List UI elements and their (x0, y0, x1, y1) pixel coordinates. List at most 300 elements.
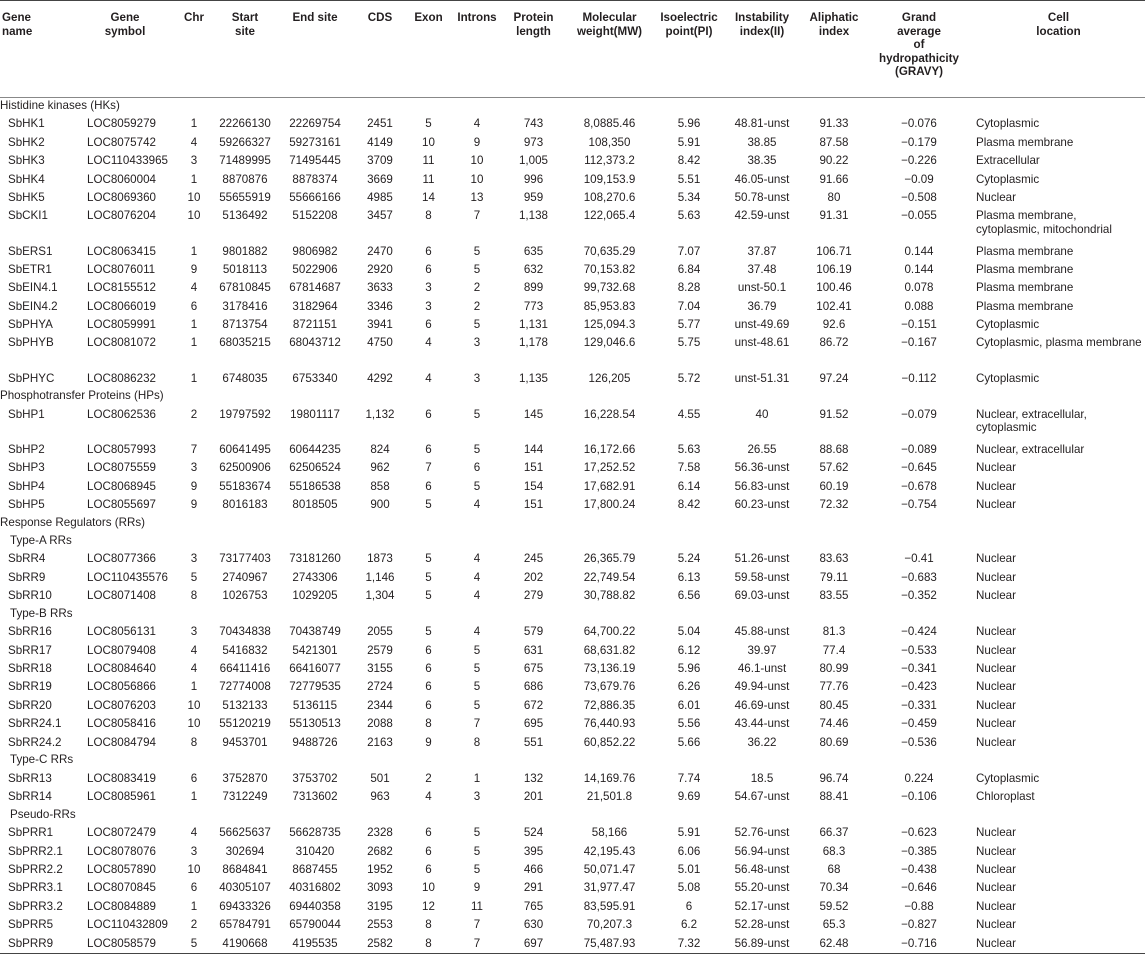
table-cell: 0.144 (904, 244, 934, 258)
gene-symbol-cell: LOC8057890 (87, 863, 156, 877)
table-cell: 4190668 (213, 935, 277, 954)
table-cell: −0.226 (901, 154, 937, 168)
table-cell: 83.55 (819, 588, 849, 602)
table-cell: 68.3 (822, 844, 846, 858)
table-cell: 5 (175, 935, 213, 954)
table-cell: 91.33 (819, 117, 849, 131)
table-cell: −0.423 (901, 680, 937, 694)
cell-location-cell: Nuclear (976, 643, 1016, 657)
table-cell: 1 (190, 336, 198, 350)
table-cell: 72,886.35 (583, 698, 636, 712)
table-cell: 55183674 (219, 479, 271, 493)
table-cell: 3182964 (292, 299, 338, 313)
table-cell: 68,631.82 (583, 643, 636, 657)
table-cell: 5 (425, 588, 432, 602)
table-cell: 5 (473, 643, 481, 657)
table-cell: 5.75 (677, 336, 701, 350)
column-header: Aliphatic index (802, 1, 866, 98)
table-cell: −0.533 (901, 643, 937, 657)
table-cell: 52.17-unst (734, 899, 790, 913)
table-row (0, 171, 1145, 189)
table-cell: 109,153.9 (583, 172, 636, 186)
table-cell: 151 (523, 498, 544, 512)
cell-location-cell: Nuclear (976, 661, 1016, 675)
table-cell: 11 (470, 899, 484, 913)
table-cell: 5.63 (677, 443, 701, 457)
table-cell: 686 (523, 680, 544, 694)
cell-location-cell: Nuclear (976, 588, 1016, 602)
table-cell: 3 (473, 790, 481, 804)
table-row (0, 280, 1145, 298)
cell-location-cell: Nuclear (976, 680, 1016, 694)
gene-name-cell: SbEIN4.1 (8, 281, 58, 295)
group-heading-row (0, 515, 1145, 533)
table-cell: 2 (190, 407, 198, 421)
table-cell: 4 (473, 625, 481, 639)
table-cell: 2344 (367, 698, 393, 712)
table-cell: 5 (425, 498, 432, 512)
table-cell: 6.13 (677, 570, 701, 584)
table-cell: 6 (425, 262, 432, 276)
table-cell: 36.22 (747, 735, 777, 749)
table-cell: 201 (523, 790, 544, 804)
table-cell: −0.645 (901, 461, 937, 475)
table-row (0, 134, 1145, 152)
cell-location-cell: Nuclear (976, 844, 1016, 858)
subgroup-heading-row (0, 606, 1145, 624)
table-cell: 18.5 (750, 771, 774, 785)
table-cell: 46.05-unst (734, 172, 790, 186)
column-header: Exon (407, 1, 450, 98)
gene-symbol-cell: LOC8083419 (87, 771, 156, 785)
table-row (0, 551, 1145, 569)
table-cell: 6 (425, 479, 432, 493)
gene-symbol-cell: LOC8084640 (87, 661, 156, 675)
gene-symbol-cell: LOC8062536 (87, 407, 156, 421)
table-cell: 80.45 (819, 698, 849, 712)
table-cell: 56.48-unst (734, 863, 790, 877)
table-cell: 70434838 (219, 625, 271, 639)
table-cell: 2553 (367, 918, 393, 932)
table-cell: 7.04 (677, 299, 701, 313)
gene-name-cell: SbHK3 (8, 154, 45, 168)
gene-name-cell: SbRR20 (8, 698, 52, 712)
column-header: Start site (213, 1, 277, 98)
gene-symbol-cell: LOC8078076 (87, 844, 156, 858)
table-cell: 3 (190, 461, 198, 475)
table-cell: 6.26 (677, 680, 701, 694)
table-cell: 3752870 (222, 771, 268, 785)
table-cell: 9.69 (677, 790, 701, 804)
table-cell: 154 (523, 479, 544, 493)
table-cell: 66416077 (289, 661, 341, 675)
table-cell: 8721151 (292, 318, 338, 332)
gene-symbol-cell: LOC110432809 (87, 918, 169, 932)
table-cell: 963 (370, 790, 390, 804)
table-cell: 6 (425, 443, 432, 457)
table-cell: 3093 (367, 881, 393, 895)
gene-symbol-cell: LOC8076204 (87, 209, 156, 223)
table-cell: 672 (523, 698, 544, 712)
cell-location-cell: Plasma membrane (976, 299, 1074, 313)
table-cell: 1,146 (365, 570, 395, 584)
table-cell: 55.20-unst (734, 881, 790, 895)
table-row (0, 917, 1145, 935)
table-cell: 5022906 (292, 262, 338, 276)
table-cell: 4750 (367, 336, 393, 350)
cell-location-cell: Plasma membrane (976, 135, 1074, 149)
table-cell: 77.4 (822, 643, 846, 657)
table-cell: 9806982 (292, 244, 338, 258)
table-cell: 4 (473, 117, 481, 131)
table-cell: −0.076 (901, 117, 937, 131)
table-cell: 68043712 (289, 336, 341, 350)
table-row (0, 734, 1145, 752)
gene-symbol-cell: LOC8069360 (87, 190, 156, 204)
table-cell: 5 (473, 844, 481, 858)
table-cell: 2451 (367, 117, 393, 131)
table-cell: 4 (190, 661, 198, 675)
table-cell: 69440358 (289, 899, 341, 913)
table-cell: 635 (523, 244, 544, 258)
table-cell: 74.46 (819, 717, 849, 731)
table-cell: 85,953.83 (583, 299, 636, 313)
table-cell: 129,046.6 (583, 336, 636, 350)
cell-location-cell: Plasma membrane (976, 262, 1074, 276)
table-cell: −0.459 (901, 717, 937, 731)
table-row (0, 153, 1145, 171)
gene-symbol-cell: LOC8086232 (87, 371, 156, 385)
table-cell: 71489995 (219, 154, 271, 168)
gene-symbol-cell: LOC8058416 (87, 717, 156, 731)
table-cell: 59.58-unst (734, 570, 790, 584)
table-cell: 1,138 (518, 209, 548, 223)
table-cell: 3 (473, 371, 481, 385)
cell-location-cell: Nuclear (976, 826, 1016, 840)
table-cell: 10 (187, 717, 201, 731)
table-cell: 962 (370, 461, 390, 475)
table-cell: 1 (190, 244, 198, 258)
table-cell: 8878374 (292, 172, 338, 186)
table-cell: 2 (190, 918, 198, 932)
gene-symbol-cell: LOC8068945 (87, 479, 156, 493)
table-cell: 17,800.24 (583, 498, 636, 512)
table-cell: 11 (422, 172, 435, 186)
table-cell: 71495445 (289, 154, 341, 168)
table-cell: 1,135 (518, 371, 548, 385)
table-cell: 5 (473, 262, 481, 276)
table-row (0, 935, 1145, 954)
table-cell: 9488726 (292, 735, 338, 749)
table-cell: 6 (425, 407, 432, 421)
table-cell: unst-51.31 (734, 371, 790, 385)
table-cell: 62.48 (802, 935, 866, 954)
table-cell: 3709 (367, 154, 393, 168)
gene-symbol-cell: LOC8066019 (87, 299, 156, 313)
gene-name-cell: SbRR10 (8, 588, 52, 602)
table-cell: 2743306 (292, 570, 338, 584)
table-cell: 80.69 (819, 735, 849, 749)
table-cell: 6 (473, 461, 481, 475)
table-cell: 60.23-unst (734, 498, 790, 512)
table-cell: 8.28 (677, 281, 701, 295)
table-cell: 10 (470, 154, 484, 168)
table-cell: 36.79 (747, 299, 777, 313)
gene-name-cell: SbHK5 (8, 190, 45, 204)
subgroup-heading: Type-A RRs (10, 533, 72, 547)
table-cell: 108,350 (588, 135, 631, 149)
cell-location-cell: Extracellular (976, 154, 1040, 168)
table-cell: 68 (827, 863, 841, 877)
table-row (0, 116, 1145, 134)
cell-location-cell: Chloroplast (976, 790, 1035, 804)
table-cell: 60,852.22 (583, 735, 636, 749)
column-header: Instability index(II) (722, 1, 802, 98)
table-cell: 40 (755, 407, 769, 421)
table-cell: 39.97 (747, 643, 777, 657)
table-cell: −0.683 (901, 570, 937, 584)
table-cell: 7.58 (677, 461, 701, 475)
column-header: End site (277, 1, 353, 98)
table-cell: 54.67-unst (734, 790, 790, 804)
table-cell: 132 (523, 771, 544, 785)
table-cell: 1 (190, 680, 198, 694)
table-cell: 1,131 (518, 318, 548, 332)
header-row (0, 1, 1145, 98)
table-cell: 22,749.54 (583, 570, 636, 584)
table-cell: 56625637 (219, 826, 271, 840)
gene-symbol-cell: LOC8081072 (87, 336, 156, 350)
table-cell: 5 (473, 826, 481, 840)
table-cell: 6 (190, 771, 198, 785)
table-cell: 10 (187, 190, 201, 204)
table-cell: 59266327 (219, 135, 271, 149)
table-cell: 8 (473, 735, 481, 749)
table-cell: 0.078 (904, 281, 934, 295)
table-cell: 551 (523, 735, 544, 749)
table-cell: 42.59-unst (734, 209, 790, 223)
gene-symbol-cell: LOC8076203 (87, 698, 156, 712)
gene-name-cell: SbPRR1 (8, 826, 54, 840)
table-cell: 5136115 (292, 698, 338, 712)
table-cell: 8.42 (677, 154, 701, 168)
table-cell: 68035215 (219, 336, 271, 350)
table-cell: 108,270.6 (583, 190, 636, 204)
cell-location-cell: Cytoplasmic (976, 318, 1040, 332)
gene-name-cell: SbEIN4.2 (8, 299, 58, 313)
table-cell: 5 (190, 570, 198, 584)
gene-symbol-cell: LOC8058579 (75, 935, 175, 954)
table-cell: 973 (523, 135, 544, 149)
table-row (0, 460, 1145, 478)
table-cell: 151 (523, 461, 544, 475)
table-cell: 5.72 (677, 371, 701, 385)
table-cell: 5416832 (222, 643, 268, 657)
table-cell: −0.754 (901, 498, 937, 512)
table-cell: 46.1-unst (737, 661, 787, 675)
table-body (0, 98, 1145, 954)
table-cell: 9 (190, 262, 198, 276)
table-cell: 7 (450, 935, 504, 954)
table-cell: 26,365.79 (583, 552, 636, 566)
table-cell: 3 (190, 625, 198, 639)
table-row (0, 697, 1145, 715)
subgroup-heading-row (0, 752, 1145, 770)
table-cell: 395 (523, 844, 544, 858)
table-cell: 5.51 (677, 172, 701, 186)
table-cell: 59.52 (819, 899, 849, 913)
gene-symbol-cell: LOC8085961 (87, 790, 156, 804)
table-cell: 9 (473, 881, 481, 895)
table-cell: 2 (473, 299, 481, 313)
table-row (0, 261, 1145, 279)
table-cell: 91.31 (819, 209, 849, 223)
table-cell: 4292 (367, 371, 393, 385)
table-cell: 773 (523, 299, 544, 313)
gene-symbol-cell: LOC8079408 (87, 643, 156, 657)
table-cell: 3457 (367, 209, 393, 223)
table-cell: 1026753 (222, 588, 268, 602)
table-cell: 5.56 (677, 717, 701, 731)
table-cell: 5.63 (677, 209, 701, 223)
table-cell: −0.385 (901, 844, 937, 858)
table-cell: 7 (473, 918, 481, 932)
table-cell: −0.179 (901, 135, 937, 149)
table-cell: 8713754 (222, 318, 268, 332)
table-cell: 19801117 (290, 407, 340, 421)
table-cell: 291 (523, 881, 544, 895)
table-cell: 5.08 (677, 881, 701, 895)
cell-location-cell: Cytoplasmic (976, 371, 1040, 385)
table-cell: 631 (523, 643, 544, 657)
table-cell: 52.76-unst (734, 826, 790, 840)
table-cell: 69433326 (219, 899, 271, 913)
table-cell: 1 (190, 899, 198, 913)
table-cell: 21,501.8 (586, 790, 633, 804)
table-cell: 5 (473, 407, 481, 421)
table-cell: 4 (190, 643, 198, 657)
table-cell: 1 (473, 771, 481, 785)
table-cell: 10 (422, 881, 435, 895)
table-cell: 3346 (367, 299, 393, 313)
table-cell: 91.66 (819, 172, 849, 186)
table-cell: −0.827 (901, 918, 937, 932)
gene-symbol-cell: LOC8072479 (87, 826, 156, 840)
table-cell: −0.716 (866, 935, 972, 954)
table-cell: 9 (473, 135, 481, 149)
table-cell: −0.508 (901, 190, 937, 204)
column-header: Cell location (972, 1, 1145, 98)
table-cell: 5.24 (677, 552, 701, 566)
gene-name-cell: SbPHYA (8, 318, 53, 332)
gene-symbol-cell: LOC8071408 (87, 588, 156, 602)
cell-location-cell: Nuclear (976, 698, 1016, 712)
table-cell: 5.77 (677, 318, 701, 332)
table-cell: 96.74 (819, 771, 849, 785)
table-cell: 5 (473, 479, 481, 493)
table-cell: 102.41 (816, 299, 852, 313)
table-cell: 58,166 (591, 826, 628, 840)
table-cell: −0.106 (901, 790, 937, 804)
gene-name-cell: SbHK2 (8, 135, 45, 149)
table-cell: −0.167 (901, 336, 937, 350)
table-cell: 2 (473, 281, 481, 295)
table-cell: 5 (473, 863, 481, 877)
table-cell: unst-48.61 (734, 336, 790, 350)
table-cell: 83.63 (819, 552, 849, 566)
table-cell: 0.088 (904, 299, 934, 313)
table-cell: 4 (473, 588, 481, 602)
gene-symbol-cell: LOC8057993 (87, 443, 156, 457)
table-cell: −0.352 (901, 588, 937, 602)
table-cell: 4 (425, 371, 432, 385)
gene-symbol-cell: LOC110435576 (87, 570, 169, 584)
table-cell: 72774008 (219, 680, 271, 694)
cell-location-cell: Nuclear (976, 552, 1016, 566)
cell-location-cell: Nuclear, extracellular (976, 443, 1085, 457)
table-cell: 1 (190, 790, 198, 804)
cell-location-cell: Nuclear (976, 735, 1016, 749)
table-cell: 524 (523, 826, 544, 840)
table-cell: 899 (523, 281, 544, 295)
table-cell: 5.01 (677, 863, 701, 877)
table-cell: 8 (190, 588, 198, 602)
gene-name-cell: SbRR13 (8, 771, 52, 785)
table-cell: 2 (425, 771, 432, 785)
table-cell: 1952 (367, 863, 393, 877)
column-header: Molecular weight(MW) (563, 1, 656, 98)
gene-name-cell: SbHP3 (8, 461, 45, 475)
table-cell: 5.34 (677, 190, 701, 204)
table-cell: 86.72 (819, 336, 849, 350)
table-row (0, 208, 1145, 243)
table-cell: 675 (523, 661, 544, 675)
cell-location-cell: Nuclear (976, 899, 1016, 913)
table-row (0, 569, 1145, 587)
table-cell: 145 (523, 407, 544, 421)
table-cell: 6 (190, 299, 198, 313)
gene-name-cell: SbRR18 (8, 661, 52, 675)
table-row (0, 497, 1145, 515)
table-cell: 5.04 (677, 625, 701, 639)
table-cell: 100.46 (816, 281, 852, 295)
table-cell: 6.12 (677, 643, 701, 657)
table-cell: 2682 (367, 844, 393, 858)
gene-name-cell: SbRR24.2 (8, 735, 62, 749)
gene-name-cell: SbETR1 (8, 262, 52, 276)
table-cell: 7 (473, 717, 481, 731)
table-cell: 22269754 (289, 117, 341, 131)
table-cell: 2582 (353, 935, 407, 954)
table-cell: 7 (425, 461, 432, 475)
gene-symbol-cell: LOC8059991 (87, 318, 156, 332)
table-cell: 49.94-unst (734, 680, 790, 694)
table-cell: unst-50.1 (737, 281, 787, 295)
table-cell: 8 (425, 209, 432, 223)
table-row (0, 441, 1145, 459)
column-header: Introns (450, 1, 504, 98)
table-row (0, 825, 1145, 843)
table-cell: 48.81-unst (734, 117, 790, 131)
table-cell: 4 (473, 498, 481, 512)
table-cell: 5421301 (292, 643, 338, 657)
table-cell: 72.32 (819, 498, 849, 512)
gene-name-cell: SbRR14 (8, 790, 52, 804)
gene-symbol-cell: LOC110433965 (87, 154, 169, 168)
table-cell: 4 (190, 826, 198, 840)
table-cell: −0.112 (901, 371, 937, 385)
table-cell: 5 (425, 625, 432, 639)
